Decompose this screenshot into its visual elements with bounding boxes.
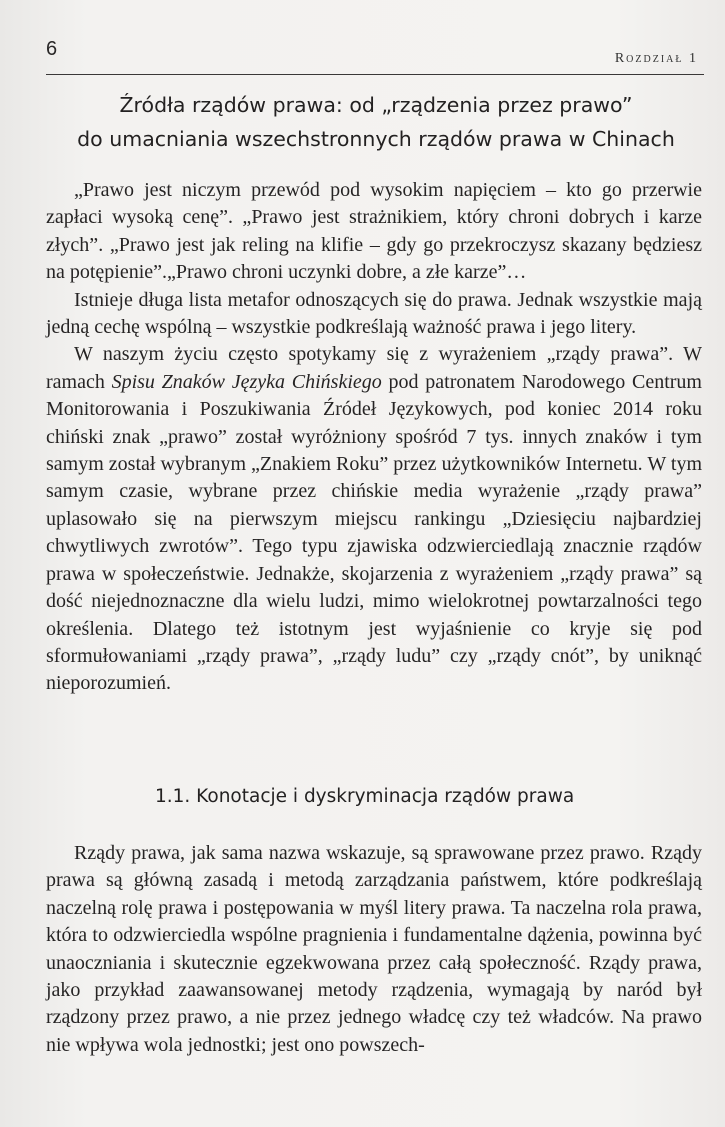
book-title-emphasis: Spisu Znaków Języka Chińskiego: [111, 370, 382, 393]
subsection-text: [46, 840, 702, 1059]
paragraph-quotes: „Prawo jest niczym przewód pod wysokim napięciem – kto go przerwie zapłaci wysoką cenę”. „Prawo jest strażnikiem, który chroni dobrych i karze złych”. „Prawo jest jak reling na klifie – gdy go przekroczysz skazany będziesz na potępienie”.„Prawo chroni uczynki dobre, a złe karze”…: [46, 179, 702, 284]
section-title-line-2: do umacniania wszechstronnych rządów prawa w Chinach: [77, 127, 675, 151]
subsection-heading: 1.1. Konotacje i dyskryminacja rządów prawa: [155, 786, 575, 807]
paragraph-rule-of-law: [46, 341, 702, 697]
chapter-label: Rozdział 1: [614, 51, 698, 66]
running-header: [46, 38, 704, 75]
page-number: 6: [46, 38, 58, 60]
paragraph-rule-of-law-part-2: pod patronatem Narodowego Centrum Monitorowania i Poszukiwania Źródeł Językowych, pod koniec 2014 roku chiński znak „prawo” został wyróżniony spośród 7 tys. innych znaków i tym samym został wybranym „Znakiem Roku” przez użytkowników Internetu. W tym samym czasie, wybrane przez chińskie media wyrażenie „rządy prawa” uplasowało się na pierwszym miejscu rankingu „Dziesięciu najbardziej chwytliwych zwrotów”. Tego typu zjawiska odzwierciedlają znacznie rządów prawa w społeczeństwie. Jednakże, skojarzenia z wyrażeniem „rządy prawa” są dość niejednoznaczne dla wielu ludzi, mimo wielokrotnej powtarzalności tego określenia. Dlatego też istotnym jest wyjaśnienie co kryje się pod sformułowaniami „rządy prawa”, „rządy ludu” czy „rządy cnót”, by uniknąć nieporozumień.: [46, 370, 702, 695]
paragraph-metaphors: Istnieje długa lista metafor odnoszących się do prawa. Jednak wszystkie mają jedną cechę wspólną – wszystkie podkreślają ważność prawa i jego litery.: [46, 288, 702, 339]
paragraph-rule-of-law-part-1: W naszym życiu często spotykamy się z wyrażeniem „rządy prawa”. W ramach: [46, 343, 702, 393]
paragraph-definition: Rządy prawa, jak sama nazwa wskazuje, są sprawowane przez prawo. Rządy prawa są główną zasadą i metodą zarządzania państwem, które podkreślają naczelną rolę prawa i postępowania w myśl litery prawa. Ta naczelna rola prawa, która to odzwierciedla wspólne pragnienia i fundamentalne dążenia, powinna być unaoczniania i skutecznie egzekwowana przez całą społeczność. Rządy prawa, jako przykład zaawansowanej metody rządzenia, wymagają by naród był rządzony przez prawo, a nie przez jednego władcę czy też władców. Na prawo nie wpływa wola jednostki; jest ono powszech-: [46, 842, 702, 1056]
intro-text: [46, 177, 702, 698]
section-title-line-1: Źródła rządów prawa: od „rządzenia przez prawo”: [119, 93, 633, 117]
section-title: [46, 88, 706, 156]
